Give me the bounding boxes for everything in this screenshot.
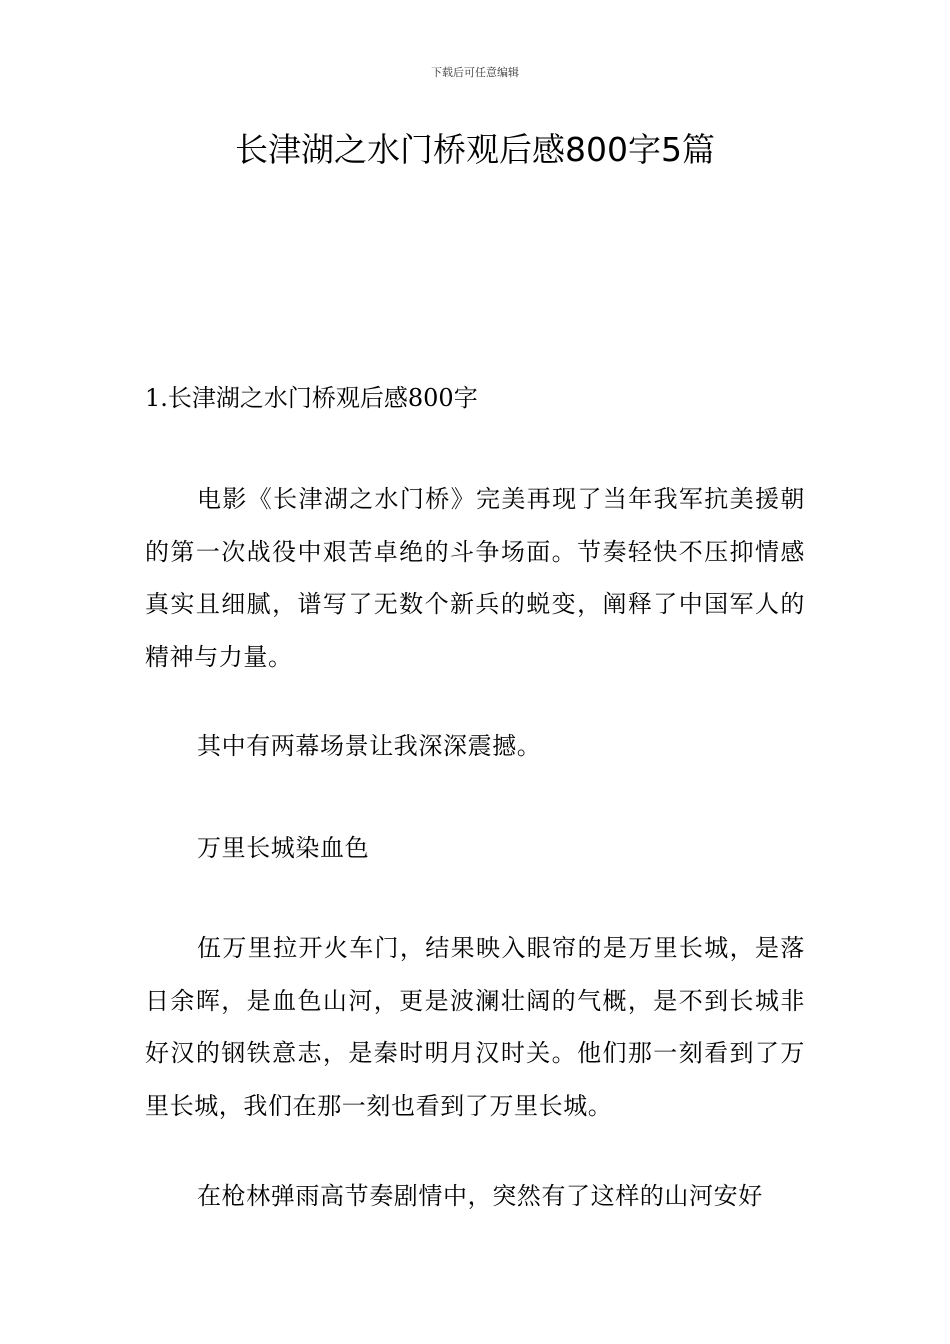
paragraph-scenes: 其中有两幕场景让我深深震撼。 xyxy=(197,732,542,760)
paragraph-intro: 电影《长津湖之水门桥》完美再现了当年我军抗美援朝的第一次战役中艰苦卓绝的斗争场面。节奏轻快不压抑情感真实且细腻，谱写了无数个新兵的蜕变，阐释了中国军人的精神与力量。 xyxy=(145,485,805,671)
paragraph-continuation: 在枪林弹雨高节奏剧情中，突然有了这样的山河安好 xyxy=(197,1182,763,1210)
section-heading: 1.长津湖之水门桥观后感800字 xyxy=(145,384,478,412)
paragraph-great-wall: 伍万里拉开火车门，结果映入眼帘的是万里长城，是落日余晖，是血色山河，更是波澜壮阔的气概，是不到长城非好汉的钢铁意志，是秦时明月汉时关。他们那一刻看到了万里长城，我们在那一刻也看到了万里长城。 xyxy=(145,934,805,1120)
document-title: 长津湖之水门桥观后感800字5篇 xyxy=(235,130,715,169)
header-note: 下载后可任意编辑 xyxy=(431,66,519,79)
paragraph-subheading-great-wall: 万里长城染血色 xyxy=(197,834,370,862)
